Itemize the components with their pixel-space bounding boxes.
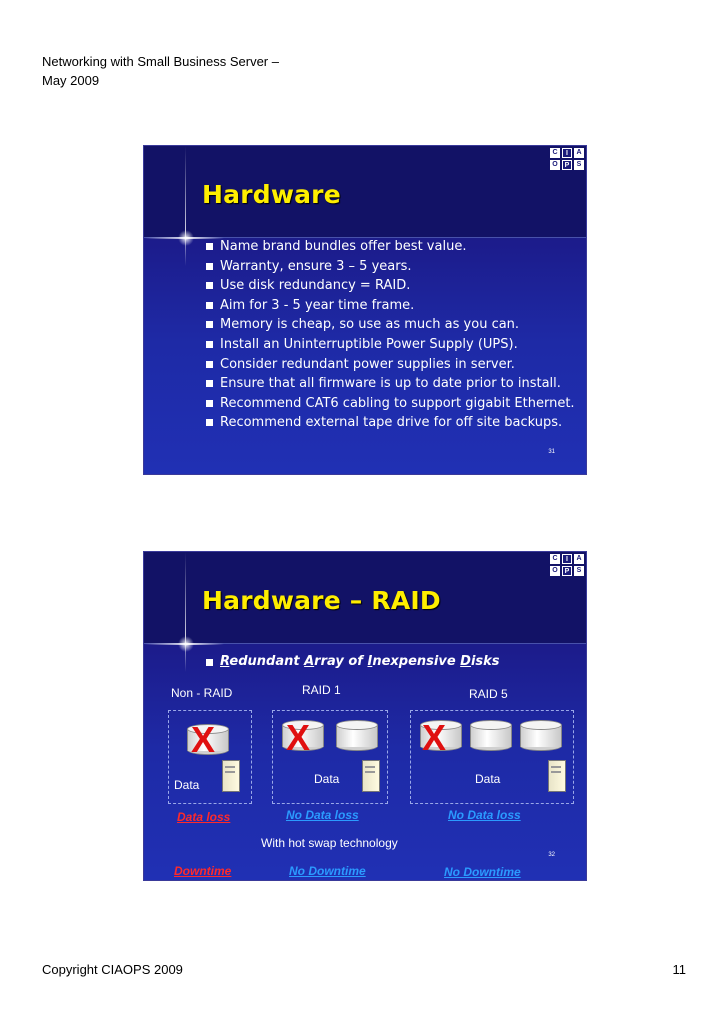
slide-title: Hardware [202,180,341,209]
nonraid-result: Data loss [177,810,231,824]
slide-title: Hardware – RAID [202,586,441,615]
ciaops-logo: C I A O P S [550,554,584,576]
raid-definition: Redundant Array of Inexpensive Disks [206,654,500,669]
bullet-icon [206,321,213,328]
bullet-item: Recommend CAT6 cabling to support gigabit Ethernet. [206,394,575,414]
bullet-item: Warranty, ensure 3 – 5 years. [206,257,575,277]
bullet-item: Consider redundant power supplies in server. [206,355,575,375]
disk-icon [520,720,562,750]
raid5-downtime: No Downtime [444,865,521,879]
failed-x-icon: X [286,717,311,758]
raid5-label: RAID 5 [469,687,508,701]
slide-number: 31 [548,449,555,455]
bullet-item: Memory is cheap, so use as much as you can. [206,315,575,335]
bullet-icon [206,341,213,348]
copyright: Copyright CIAOPS 2009 [42,962,183,977]
server-icon [362,760,382,794]
bullet-icon [206,243,213,250]
flare-icon [178,636,194,652]
disk-icon [336,720,378,750]
raid1-downtime: No Downtime [289,864,366,878]
failed-x-icon: X [422,717,447,758]
hotswap-note: With hot swap technology [261,836,398,850]
bullet-list [206,237,575,433]
nonraid-downtime: Downtime [174,864,232,878]
bullet-item: Recommend external tape drive for off site backups. [206,413,575,433]
data-label: Data [475,772,501,786]
header-line-2: May 2009 [42,73,100,88]
bullet-icon [206,659,213,666]
bullet-item: Install an Uninterruptible Power Supply (UPS). [206,335,575,355]
raid5-result: No Data loss [448,808,521,822]
bullet-icon [206,263,213,270]
nonraid-label: Non - RAID [171,686,233,700]
bullet-item: Use disk redundancy = RAID. [206,276,575,296]
bullet-icon [206,419,213,426]
raid1-result: No Data loss [286,808,359,822]
page-header [42,52,279,90]
bullet-item: Aim for 3 - 5 year time frame. [206,296,575,316]
failed-x-icon: X [191,719,216,760]
bullet-icon [206,380,213,387]
server-icon [222,760,242,794]
slide-hardware [144,146,586,474]
slide-number: 32 [548,852,555,858]
flare-icon [178,230,194,246]
ciaops-logo: C I A O P S [550,148,584,170]
bullet-icon [206,302,213,309]
bullet-item: Name brand bundles offer best value. [206,237,575,257]
bullet-icon [206,400,213,407]
raid1-label: RAID 1 [302,683,341,697]
bullet-icon [206,361,213,368]
bullet-item: Ensure that all firmware is up to date prior to install. [206,374,575,394]
disk-icon [470,720,512,750]
server-icon [548,760,568,794]
header-line-1: Networking with Small Business Server – [42,54,279,69]
data-label: Data [174,778,200,792]
bullet-icon [206,282,213,289]
slide-hardware-raid [144,552,586,880]
data-label: Data [314,772,340,786]
page-number: 11 [672,962,686,977]
